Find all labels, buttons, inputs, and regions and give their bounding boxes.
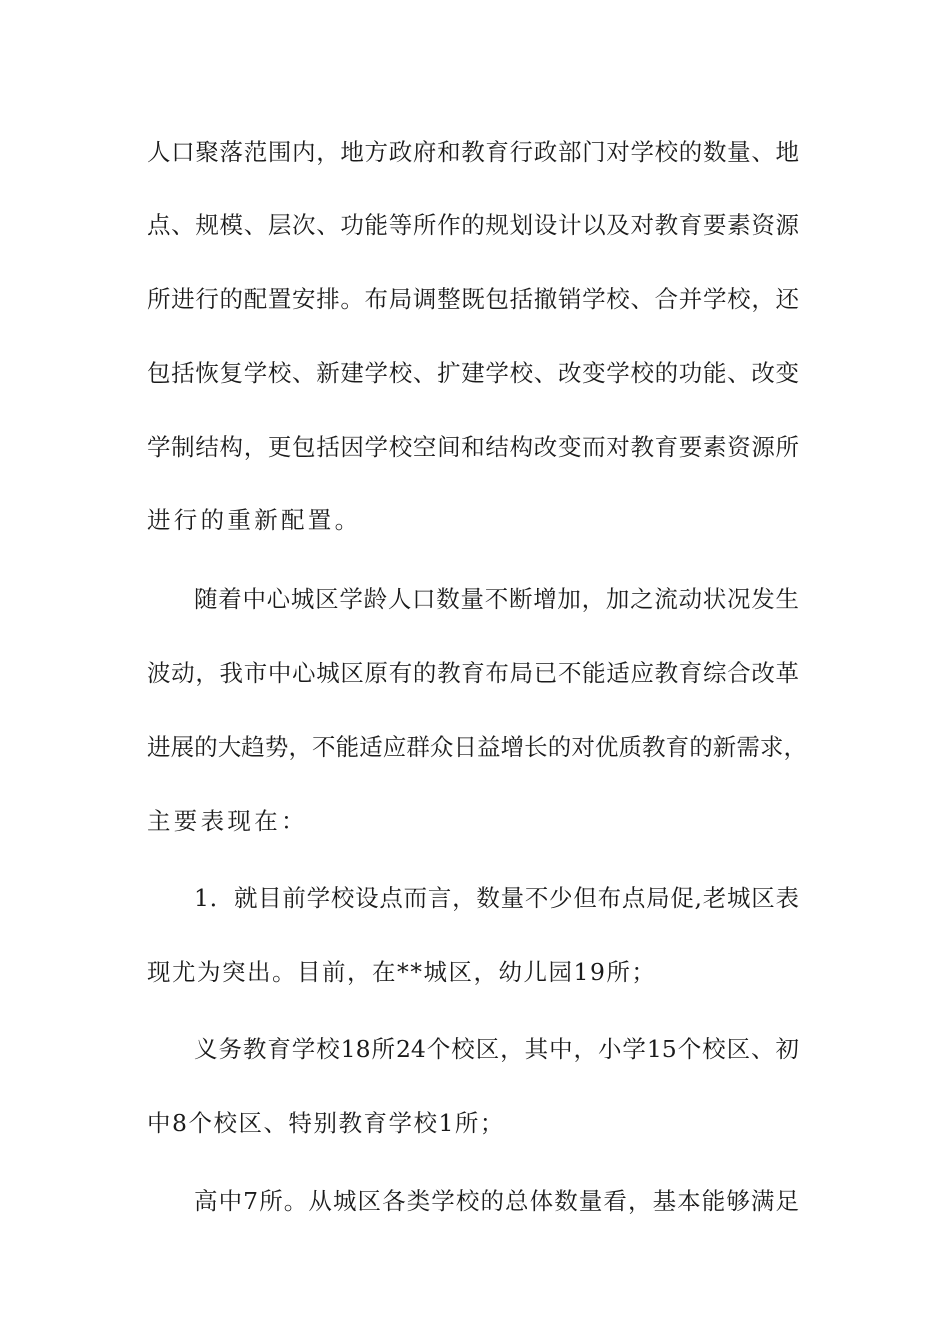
text-line-3: 所进行的配置安排。布局调整既包括撤销学校、合并学校，还	[147, 285, 799, 313]
text-line-12: 现尤为突出。目前，在**城区，幼儿园19所；	[147, 958, 657, 986]
text-line-2: 点、规模、层次、功能等所作的规划设计以及对教育要素资源	[147, 211, 799, 239]
text-line-9: 进展的大趋势，不能适应群众日益增长的对优质教育的新需求，	[147, 733, 807, 761]
text-line-11: 1．就目前学校设点而言，数量不少但布点局促,老城区表	[194, 884, 799, 912]
text-line-10: 主要表现在：	[147, 807, 308, 835]
text-line-13: 义务教育学校18所24个校区，其中，小学15个校区、初	[194, 1035, 799, 1063]
text-line-15: 高中7所。从城区各类学校的总体数量看，基本能够满足	[194, 1187, 799, 1215]
text-line-14: 中8个校区、特别教育学校1所；	[147, 1109, 505, 1137]
text-line-6: 进行的重新配置。	[147, 506, 362, 534]
text-line-4: 包括恢复学校、新建学校、扩建学校、改变学校的功能、改变	[147, 359, 799, 387]
text-line-7: 随着中心城区学龄人口数量不断增加，加之流动状况发生	[194, 585, 799, 613]
text-line-8: 波动，我市中心城区原有的教育布局已不能适应教育综合改革	[147, 659, 799, 687]
text-line-1: 人口聚落范围内，地方政府和教育行政部门对学校的数量、地	[147, 138, 799, 166]
text-line-5: 学制结构，更包括因学校空间和结构改变而对教育要素资源所	[147, 433, 799, 461]
